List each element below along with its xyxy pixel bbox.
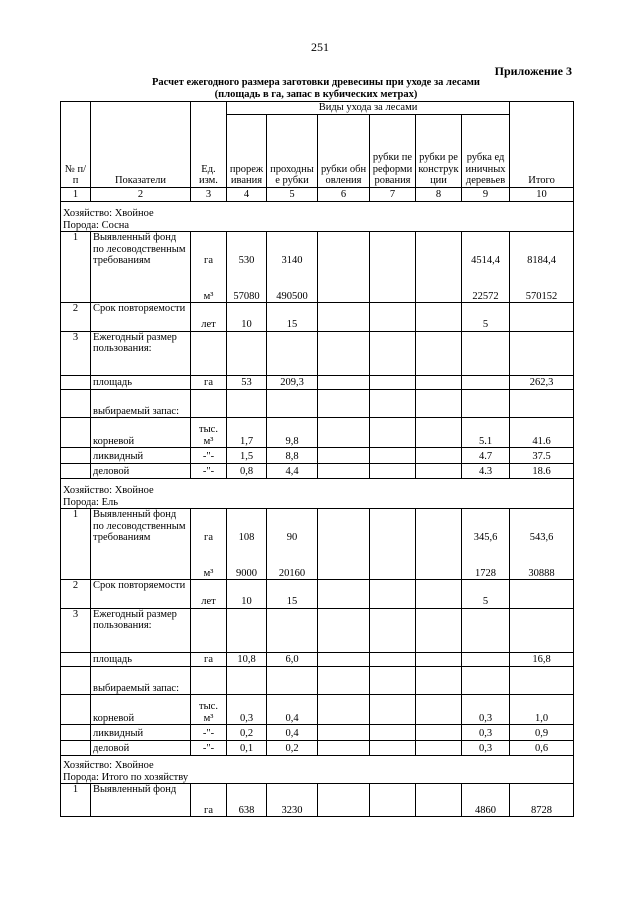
row-label: Ежегодный размер пользования: xyxy=(91,608,191,653)
cell-value: 57080 xyxy=(233,290,260,302)
cell-reformation xyxy=(370,740,416,755)
row-unit: -"- xyxy=(191,725,227,740)
cell-reconstruction xyxy=(416,653,462,666)
cell-reconstruction xyxy=(416,666,462,694)
header-col-reconstruction: рубки реконструкции xyxy=(416,114,462,187)
appendix-label: Приложение 3 xyxy=(494,64,572,78)
cell-value: 30888 xyxy=(528,567,555,579)
cell-reformation xyxy=(370,725,416,740)
cell-single-trees xyxy=(462,608,510,653)
header-num: № п/п xyxy=(61,102,91,188)
table-row xyxy=(61,580,574,608)
row-label: Выявленный фонд по лесоводственным требованиям xyxy=(91,232,191,303)
cell-value: 3140 xyxy=(281,255,303,267)
cell-renewal xyxy=(318,666,370,694)
cell-passage: 15 xyxy=(267,303,318,331)
cell-renewal xyxy=(318,784,370,817)
cell-reconstruction xyxy=(416,608,462,653)
cell-passage: 15 xyxy=(267,580,318,608)
cell-total xyxy=(510,666,574,694)
cell-single-trees: 4.7 xyxy=(462,448,510,463)
cell-reconstruction xyxy=(416,303,462,331)
table-row xyxy=(61,666,574,694)
cell-total: 16,8 xyxy=(510,653,574,666)
row-unit xyxy=(191,666,227,694)
cell-single-trees: 5 xyxy=(462,303,510,331)
table-row xyxy=(61,232,574,303)
cell-total: 8728 xyxy=(510,784,574,817)
cell-reconstruction xyxy=(416,695,462,725)
row-label: площадь xyxy=(91,376,191,389)
row-label: Ежегодный размер пользования: xyxy=(91,331,191,376)
row-label: корневой xyxy=(91,418,191,448)
cell-renewal xyxy=(318,580,370,608)
row-number xyxy=(61,725,91,740)
header-col-single-trees: рубка единичных деревьев xyxy=(462,114,510,187)
table-row xyxy=(61,331,574,376)
farm-label: Хозяйство: Хвойное xyxy=(63,485,154,497)
cell-renewal xyxy=(318,376,370,389)
farm-label: Хозяйство: Хвойное xyxy=(63,760,154,772)
cell-passage: 3230 xyxy=(267,784,318,817)
cell-reconstruction xyxy=(416,463,462,478)
col-number: 8 xyxy=(416,187,462,201)
cell-single-trees xyxy=(462,509,510,580)
cell-passage xyxy=(267,509,318,580)
row-label: деловой xyxy=(91,463,191,478)
row-number xyxy=(61,653,91,666)
cell-renewal xyxy=(318,653,370,666)
table-row xyxy=(61,784,574,817)
cell-passage xyxy=(267,389,318,417)
title-subline: (площадь в га, запас в кубических метрах) xyxy=(214,88,418,100)
cell-thinning: 10,8 xyxy=(227,653,267,666)
cell-total: 262,3 xyxy=(510,376,574,389)
row-label: Выявленный фонд xyxy=(91,784,191,817)
harvest-table xyxy=(60,101,574,817)
row-number: 2 xyxy=(61,580,91,608)
cell-reformation xyxy=(370,232,416,303)
cell-total xyxy=(510,509,574,580)
row-label: корневой xyxy=(91,695,191,725)
cell-thinning: 53 xyxy=(227,376,267,389)
cell-passage: 9,8 xyxy=(267,418,318,448)
row-label: площадь xyxy=(91,653,191,666)
table-row xyxy=(61,303,574,331)
cell-total: 18.6 xyxy=(510,463,574,478)
row-unit xyxy=(191,509,227,580)
cell-reformation xyxy=(370,509,416,580)
cell-single-trees xyxy=(462,376,510,389)
table-row xyxy=(61,608,574,653)
cell-renewal xyxy=(318,463,370,478)
row-unit: тыс. м³ xyxy=(191,418,227,448)
header-total: Итого xyxy=(510,102,574,188)
col-number: 9 xyxy=(462,187,510,201)
row-number xyxy=(61,695,91,725)
cell-total: 0,9 xyxy=(510,725,574,740)
page-number: 251 xyxy=(311,40,329,54)
col-number: 4 xyxy=(227,187,267,201)
cell-total xyxy=(510,232,574,303)
row-number: 1 xyxy=(61,784,91,817)
row-number xyxy=(61,376,91,389)
cell-value: 4514,4 xyxy=(471,255,500,267)
cell-value: 20160 xyxy=(278,567,306,579)
row-label: Срок повторяемости xyxy=(91,303,191,331)
cell-total xyxy=(510,389,574,417)
col-number: 3 xyxy=(191,187,227,201)
col-number: 2 xyxy=(91,187,191,201)
cell-thinning: 638 xyxy=(227,784,267,817)
row-label: Выявленный фонд по лесоводственным требованиям xyxy=(91,509,191,580)
table-row xyxy=(61,389,574,417)
cell-value: 8184,4 xyxy=(527,255,556,267)
row-unit: га xyxy=(191,376,227,389)
cell-passage: 209,3 xyxy=(267,376,318,389)
cell-value: 570152 xyxy=(525,290,558,302)
row-number xyxy=(61,463,91,478)
cell-value: 22572 xyxy=(472,290,499,302)
cell-value: 9000 xyxy=(236,567,257,579)
cell-reformation xyxy=(370,666,416,694)
cell-reformation xyxy=(370,389,416,417)
cell-renewal xyxy=(318,303,370,331)
cell-total: 41.6 xyxy=(510,418,574,448)
cell-reconstruction xyxy=(416,509,462,580)
cell-reformation xyxy=(370,608,416,653)
cell-reformation xyxy=(370,695,416,725)
cell-value: м³ xyxy=(203,567,214,579)
cell-single-trees xyxy=(462,389,510,417)
cell-total: 0,6 xyxy=(510,740,574,755)
cell-reconstruction xyxy=(416,580,462,608)
header-col-thinning: прореживания xyxy=(227,114,267,187)
cell-passage: 8,8 xyxy=(267,448,318,463)
cell-single-trees xyxy=(462,666,510,694)
row-unit: тыс. м³ xyxy=(191,695,227,725)
row-number: 3 xyxy=(61,331,91,376)
header-col-passage: проходные рубки xyxy=(267,114,318,187)
cell-reformation xyxy=(370,784,416,817)
cell-total xyxy=(510,580,574,608)
row-unit: га xyxy=(191,653,227,666)
row-unit: -"- xyxy=(191,463,227,478)
section-header xyxy=(61,478,574,508)
cell-reconstruction xyxy=(416,376,462,389)
table-row xyxy=(61,653,574,666)
row-number: 2 xyxy=(61,303,91,331)
cell-thinning: 0,3 xyxy=(227,695,267,725)
cell-reconstruction xyxy=(416,418,462,448)
col-number: 5 xyxy=(267,187,318,201)
table-row xyxy=(61,418,574,448)
row-number: 1 xyxy=(61,232,91,303)
cell-reconstruction xyxy=(416,725,462,740)
cell-thinning: 0,8 xyxy=(227,463,267,478)
table-row xyxy=(61,725,574,740)
row-unit: -"- xyxy=(191,448,227,463)
cell-single-trees: 4860 xyxy=(462,784,510,817)
row-number xyxy=(61,448,91,463)
cell-renewal xyxy=(318,448,370,463)
cell-total: 37.5 xyxy=(510,448,574,463)
cell-reformation xyxy=(370,418,416,448)
cell-reconstruction xyxy=(416,448,462,463)
row-unit: лет xyxy=(191,303,227,331)
farm-label: Хозяйство: Хвойное xyxy=(63,208,154,220)
cell-total xyxy=(510,608,574,653)
table-row xyxy=(61,695,574,725)
table-row xyxy=(61,448,574,463)
cell-renewal xyxy=(318,331,370,376)
cell-value: 345,6 xyxy=(473,532,498,544)
cell-reconstruction xyxy=(416,331,462,376)
cell-thinning: 1,5 xyxy=(227,448,267,463)
header-types: Виды ухода за лесами xyxy=(227,102,510,115)
row-label: ликвидный xyxy=(91,725,191,740)
cell-passage: 4,4 xyxy=(267,463,318,478)
cell-renewal xyxy=(318,509,370,580)
cell-renewal xyxy=(318,695,370,725)
row-unit: -"- xyxy=(191,740,227,755)
cell-thinning: 0,1 xyxy=(227,740,267,755)
row-label: деловой xyxy=(91,740,191,755)
cell-reformation xyxy=(370,463,416,478)
cell-single-trees: 4.3 xyxy=(462,463,510,478)
cell-single-trees: 0,3 xyxy=(462,695,510,725)
cell-renewal xyxy=(318,232,370,303)
cell-thinning xyxy=(227,666,267,694)
cell-renewal xyxy=(318,418,370,448)
cell-thinning: 10 xyxy=(227,580,267,608)
breed-label: Порода: Итого по хозяйству xyxy=(63,771,189,783)
cell-single-trees xyxy=(462,653,510,666)
cell-thinning xyxy=(227,608,267,653)
header-unit: Ед. изм. xyxy=(191,102,227,188)
cell-value: 1728 xyxy=(475,567,497,579)
row-label: Срок повторяемости xyxy=(91,580,191,608)
cell-reconstruction xyxy=(416,389,462,417)
cell-renewal xyxy=(318,608,370,653)
cell-value: 530 xyxy=(238,255,255,267)
cell-reformation xyxy=(370,448,416,463)
title-line: Расчет ежегодного размера заготовки древесины при уходе за лесами xyxy=(152,77,480,88)
cell-total xyxy=(510,331,574,376)
cell-value: га xyxy=(204,532,213,544)
cell-reformation xyxy=(370,653,416,666)
col-number: 6 xyxy=(318,187,370,201)
cell-passage xyxy=(267,232,318,303)
cell-total: 1,0 xyxy=(510,695,574,725)
cell-reconstruction xyxy=(416,740,462,755)
row-label: ликвидный xyxy=(91,448,191,463)
cell-value: 90 xyxy=(286,532,298,544)
cell-thinning xyxy=(227,232,267,303)
cell-single-trees: 0,3 xyxy=(462,740,510,755)
cell-single-trees: 5.1 xyxy=(462,418,510,448)
row-label: выбираемый запас: xyxy=(91,666,191,694)
cell-passage: 6,0 xyxy=(267,653,318,666)
row-unit: лет xyxy=(191,580,227,608)
cell-single-trees: 5 xyxy=(462,580,510,608)
cell-thinning: 10 xyxy=(227,303,267,331)
row-label: выбираемый запас: xyxy=(91,389,191,417)
row-unit xyxy=(191,331,227,376)
cell-value: 543,6 xyxy=(529,532,554,544)
cell-passage xyxy=(267,608,318,653)
col-number: 1 xyxy=(61,187,91,201)
cell-thinning xyxy=(227,389,267,417)
row-unit xyxy=(191,389,227,417)
cell-passage: 0,2 xyxy=(267,740,318,755)
cell-renewal xyxy=(318,725,370,740)
table-row xyxy=(61,509,574,580)
row-number xyxy=(61,389,91,417)
cell-value: 108 xyxy=(238,532,255,544)
cell-single-trees xyxy=(462,232,510,303)
row-number: 3 xyxy=(61,608,91,653)
cell-single-trees xyxy=(462,331,510,376)
col-number: 10 xyxy=(510,187,574,201)
cell-thinning: 1,7 xyxy=(227,418,267,448)
section-header xyxy=(61,201,574,231)
cell-value: га xyxy=(204,255,213,267)
cell-reformation xyxy=(370,580,416,608)
header-col-reformation: рубки переформирования xyxy=(370,114,416,187)
section-header xyxy=(61,755,574,783)
cell-passage: 0,4 xyxy=(267,695,318,725)
cell-thinning xyxy=(227,331,267,376)
breed-label: Порода: Ель xyxy=(63,496,119,508)
cell-passage xyxy=(267,331,318,376)
cell-renewal xyxy=(318,740,370,755)
table-row xyxy=(61,463,574,478)
row-number xyxy=(61,666,91,694)
row-unit xyxy=(191,232,227,303)
cell-passage: 0,4 xyxy=(267,725,318,740)
cell-thinning: 0,2 xyxy=(227,725,267,740)
row-number: 1 xyxy=(61,509,91,580)
cell-reconstruction xyxy=(416,232,462,303)
cell-single-trees: 0,3 xyxy=(462,725,510,740)
document-title xyxy=(60,77,572,100)
cell-reformation xyxy=(370,376,416,389)
cell-thinning xyxy=(227,509,267,580)
header-col-renewal: рубки обновления xyxy=(318,114,370,187)
row-unit xyxy=(191,608,227,653)
cell-value: м³ xyxy=(203,290,214,302)
cell-total xyxy=(510,303,574,331)
cell-reformation xyxy=(370,331,416,376)
col-number: 7 xyxy=(370,187,416,201)
cell-value: 490500 xyxy=(276,290,308,302)
header-indicators: Показатели xyxy=(91,102,191,188)
breed-label: Порода: Сосна xyxy=(63,219,130,231)
table-row xyxy=(61,376,574,389)
cell-renewal xyxy=(318,389,370,417)
cell-reconstruction xyxy=(416,784,462,817)
cell-passage xyxy=(267,666,318,694)
row-number xyxy=(61,740,91,755)
cell-reformation xyxy=(370,303,416,331)
row-unit: га xyxy=(191,784,227,817)
table-row xyxy=(61,740,574,755)
row-number xyxy=(61,418,91,448)
